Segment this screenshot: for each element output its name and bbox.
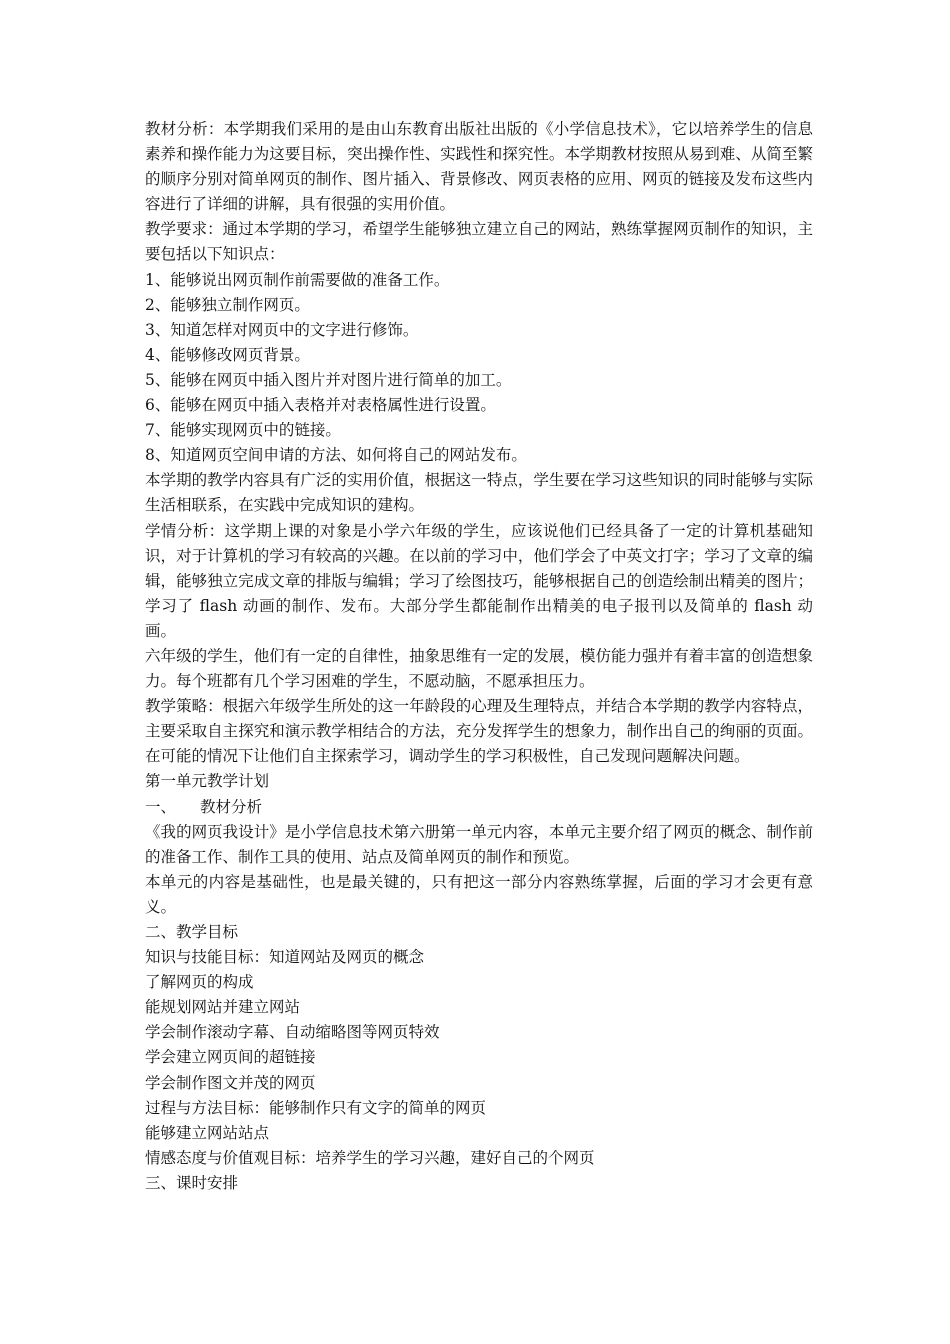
document-body [145, 117, 813, 1196]
paragraph-unit-intro: 《我的网页我设计》是小学信息技术第六册第一单元内容，本单元主要介绍了网页的概念、制作前的准备工作、制作工具的使用、站点及简单网页的制作和预览。 [145, 822, 813, 866]
list-item: 6、能够在网页中插入表格并对表格属性进行设置。 [145, 396, 496, 415]
goal-line: 能够建立网站站点 [145, 1123, 270, 1142]
goal-line: 情感态度与价值观目标：培养学生的学习兴趣，建好自己的个网页 [145, 1148, 595, 1167]
paragraph-textbook-analysis: 教材分析：本学期我们采用的是由山东教育出版社出版的《小学信息技术》，它以培养学生的信息素养和操作能力为这要目标，突出操作性、实践性和探究性。本学期教材按照从易到难、从简至繁的顺序分别对简单网页的制作、图片插入、背景修改、网页表格的应用、网页的链接及发布这些内容进行了详细的讲解，具有很强的实用价值。 [145, 120, 813, 214]
paragraph-practical-value: 本学期的教学内容具有广泛的实用价值，根据这一特点，学生要在学习这些知识的同时能够与实际生活相联系，在实践中完成知识的建构。 [145, 471, 813, 515]
list-item: 4、能够修改网页背景。 [145, 345, 310, 364]
list-item: 5、能够在网页中插入图片并对图片进行简单的加工。 [145, 370, 512, 389]
goal-line: 能规划网站并建立网站 [145, 998, 301, 1017]
goal-line: 了解网页的构成 [145, 973, 254, 992]
list-item: 1、能够说出网页制作前需要做的准备工作。 [145, 270, 450, 289]
heading-teaching-goals: 二、教学目标 [145, 923, 239, 941]
goal-line: 过程与方法目标：能够制作只有文字的简单的网页 [145, 1098, 487, 1117]
list-item: 7、能够实现网页中的链接。 [145, 421, 341, 440]
section-title: 教材分析 [200, 797, 263, 816]
heading-section-one [145, 795, 813, 820]
section-number: 一、 [145, 797, 177, 816]
list-item: 2、能够独立制作网页。 [145, 295, 310, 314]
paragraph-unit-importance: 本单元的内容是基础性，也是最关键的，只有把这一部分内容熟练掌握，后面的学习才会更有意义。 [145, 872, 813, 916]
paragraph-teaching-strategy: 教学策略：根据六年级学生所处的这一年龄段的心理及生理特点，并结合本学期的教学内容特点，主要采取自主探究和演示教学相结合的方法，充分发挥学生的想象力，制作出自己的绚丽的页面。在可能的情况下让他们自主探索学习，调动学生的学习积极性，自己发现问题解决问题。 [145, 697, 813, 766]
paragraph-learner-analysis: 学情分析：这学期上课的对象是小学六年级的学生，应该说他们已经具备了一定的计算机基础知识，对于计算机的学习有较高的兴趣。在以前的学习中，他们学会了中英文打字；学习了文章的编辑，能够独立完成文章的排版与编辑；学习了绘图技巧，能够根据自己的创造绘制出精美的图片；学习了 flash 动画的制作、发布。大部分学生都能制作出精美的电子报刊以及简单的 flash 动画。 [145, 521, 813, 640]
heading-class-schedule: 三、课时安排 [145, 1173, 239, 1192]
paragraph-grade-six-students: 六年级的学生，他们有一定的自律性，抽象思维有一定的发展，模仿能力强并有着丰富的创造想象力。每个班都有几个学习困难的学生，不愿动脑，不愿承担压力。 [145, 646, 813, 691]
paragraph-teaching-requirements: 教学要求：通过本学期的学习，希望学生能够独立建立自己的网站，熟练掌握网页制作的知识，主要包括以下知识点： [145, 220, 813, 264]
goal-line: 学会建立网页间的超链接 [145, 1048, 316, 1067]
heading-unit-one-plan: 第一单元教学计划 [145, 772, 270, 791]
list-item: 8、知道网页空间申请的方法、如何将自己的网站发布。 [145, 446, 527, 465]
goal-line: 学会制作图文并茂的网页 [145, 1073, 316, 1092]
goal-line: 知识与技能目标：知道网站及网页的概念 [145, 948, 425, 967]
list-item: 3、知道怎样对网页中的文字进行修饰。 [145, 320, 419, 339]
goal-line: 学会制作滚动字幕、自动缩略图等网页特效 [145, 1023, 440, 1042]
